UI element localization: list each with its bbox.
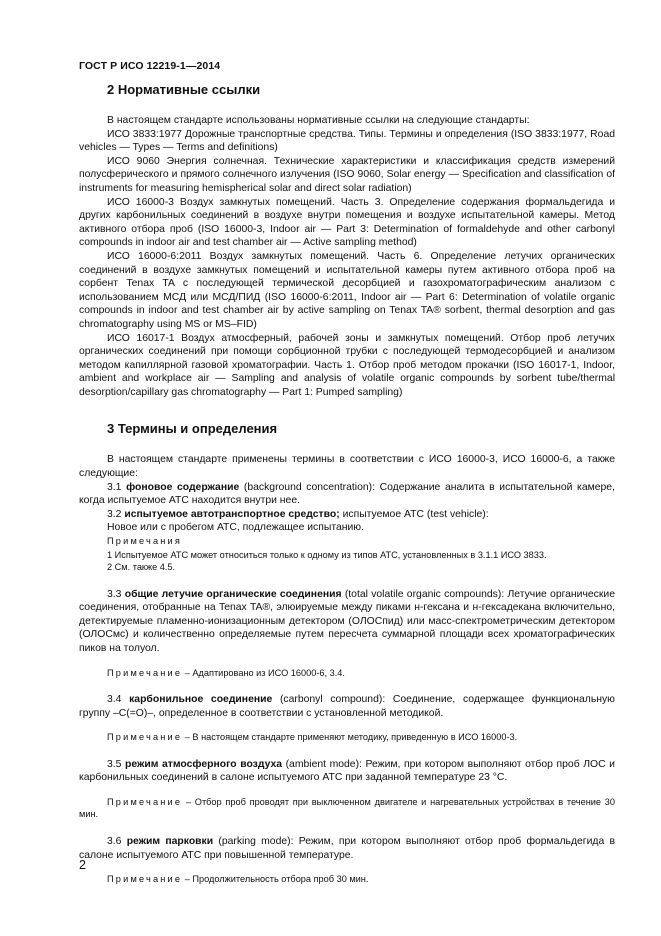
document-header: ГОСТ Р ИСО 12219-1—2014 xyxy=(79,60,221,72)
paragraph: В настоящем стандарте применены термины в соответствии с ИСО 16000-3, ИСО 16000-6, а также следующие: xyxy=(79,454,615,480)
term-name: режим парковки xyxy=(126,835,214,847)
section-heading-terms: 3 Термины и определения xyxy=(107,421,278,437)
term-3-1: 3.1 фоновое содержание (background concentration): Содержание аналита в испытательной камере, когда испытуемое АТС находится внутри нее. xyxy=(79,481,615,507)
note-3-6: Примечание – Продолжительность отбора проб 30 мин. xyxy=(107,874,369,885)
section-heading-normative-references: 2 Нормативные ссылки xyxy=(107,82,261,97)
section-normative-references xyxy=(79,82,615,399)
paragraph: В настоящем стандарте использованы нормативные ссылки на следующие стандарты: xyxy=(107,115,530,126)
term-name: испытуемое автотранспортное средство; xyxy=(124,508,340,520)
note-2: 2 См. также 4.5. xyxy=(107,562,176,573)
page-content xyxy=(79,82,615,886)
term-name: фоновое содержание xyxy=(126,481,240,493)
term-3-2-definition: Новое или с пробегом АТС, подлежащее испытанию. xyxy=(107,522,364,534)
reference-iso-16000-6: ИСО 16000-6:2011 Воздух замкнутых помещений. Часть 6. Определение летучих органических соединений в воздухе замкнутых помещений и испытательной камеры путем активного отбора проб на сорбент Tenax TA с последующей термической десорбцией и газохроматографическим анализом с использованием МСД или МСД/ПИД (ISO 16000-6:2011, Indoor air — Part 6: Determination of volatile organic compounds in indoor and test chamber air by active sampling on Tenax TA® sorbent, thermal desorption and gas chromatography using MS or MS–FID) xyxy=(79,250,615,330)
term-name: режим атмосферного воздуха xyxy=(125,758,283,770)
term-3-5: 3.5 режим атмосферного воздуха (ambient mode): Режим, при котором выполняют отбор проб ЛОС и карбонильных соединений в салоне испытуемого АТС при заданной температуре 23 °С. xyxy=(79,758,615,784)
note-1: 1 Испытуемое АТС может относиться только к одному из типов АТС, установленных в 3.1.1 ИСО 3833. xyxy=(107,549,547,560)
term-3-6: 3.6 режим парковки (parking mode): Режим, при котором выполняют отбор проб формальдегида в салоне испытуемого АТС при повышенной температуре. xyxy=(79,835,615,861)
term-name: общие летучие органические соединения xyxy=(124,588,342,600)
term-name: карбонильное соединение xyxy=(129,694,273,706)
reference-iso-16017-1: ИСО 16017-1 Воздух атмосферный, рабочей зоны и замкнутых помещений. Отбор проб летучих органических соединений при помощи сорбционной трубки с последующей термодесорбцией и анализом методом капиллярной газовой хроматографии. Часть 1. Отбор проб методом прокачки (ISO 16017-1, Indoor, ambient and workplace air — Sampling and analysis of volatile organic compounds by sorbent tube/thermal desorption/capillary gas chromatography — Part 1: Pumped sampling) xyxy=(79,332,615,398)
notes-label: Примечания xyxy=(107,536,183,547)
term-3-2: 3.2 испытуемое автотранспортное средство; испытуемое АТС (test vehicle): xyxy=(107,508,489,520)
reference-iso-16000-3: ИСО 16000-3 Воздух замкнутых помещений. Часть 3. Определение содержания формальдегида и других карбонильных соединений в воздухе внутри помещения и воздухе испытательной камеры. Метод активного отбора проб (ISO 16000-3, Indoor air — Part 3: Determination of formaldehyde and other carbonyl compounds in indoor air and test chamber air — Active sampling method) xyxy=(79,196,615,249)
section-terms-definitions xyxy=(79,421,615,885)
note-3-4: Примечание – В настоящем стандарте применяют методику, приведенную в ИСО 16000-3. xyxy=(107,732,518,743)
note-3-3: Примечание – Адаптировано из ИСО 16000-6, 3.4. xyxy=(107,667,345,678)
reference-iso-9060: ИСО 9060 Энергия солнечная. Технические характеристики и классификация средств измерений полусферического и прямого солнечного излучения (ISO 9060, Solar energy — Specification and classification of instruments for measuring hemispherical solar and direct solar radiation) xyxy=(79,155,615,194)
page-number: 2 xyxy=(79,858,86,872)
reference-iso-3833: ИСО 3833:1977 Дорожные транспортные средства. Типы. Термины и определения (ISO 3833:1977, Road vehicles — Types — Terms and definitions) xyxy=(79,128,615,154)
note-3-5: Примечание – Отбор проб проводят при выключенном двигателе и нагревательных устройствах в течение 30 мин. xyxy=(79,796,615,820)
term-3-3: 3.3 общие летучие органические соединения (total volatile organic compounds): Летучие органические соединения, отобранные на Tenax TA®, элюируемые между пиками н-гексана и н-гексадекана включительно, детектируемые пламенно-ионизационным детектором (ОЛОСпид) или масс-спектрометрическим детектором (ОЛОСмс) и количественно определяемые путем пересчета суммарной площади всех хроматографических пиков на толуол. xyxy=(79,588,615,654)
term-3-4: 3.4 карбонильное соединение (carbonyl compound): Соединение, содержащее функциональную группу –C(=O)–, определенное в соответствии с установленной методикой. xyxy=(79,694,615,719)
